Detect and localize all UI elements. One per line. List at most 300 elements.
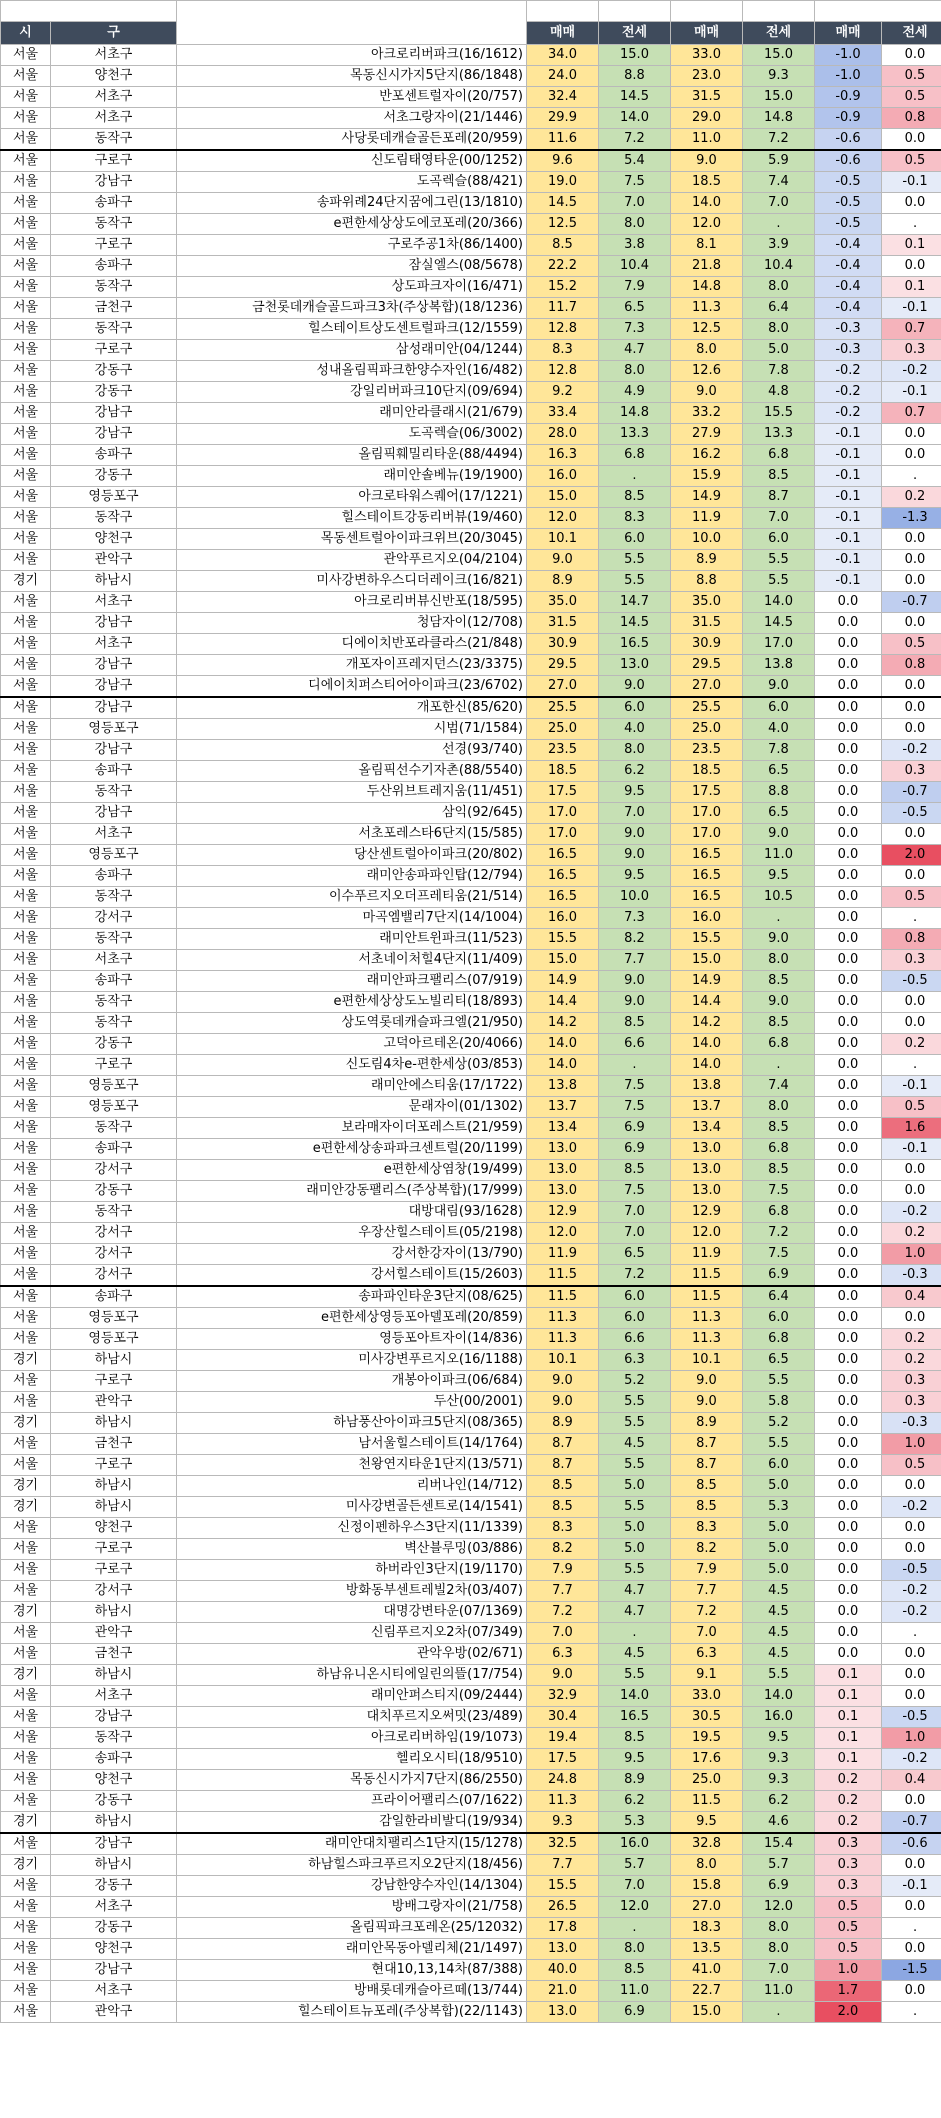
row-sale-jan: 8.3 [527, 1518, 599, 1539]
row-complex-name: 서초네이처힐4단지(11/409) [177, 950, 527, 971]
row-sale-jan: 14.4 [527, 992, 599, 1013]
header-blank [1, 1, 177, 22]
row-gu: 서초구 [51, 108, 177, 129]
row-si: 경기 [1, 571, 51, 592]
header-jeonse-1: 전세 [599, 22, 671, 45]
row-complex-name: 목동신시가지5단지(86/1848) [177, 66, 527, 87]
row-change-jeonse: -0.3 [882, 1413, 941, 1434]
header-period-2: 24년 1월 [599, 1, 671, 22]
row-gu: 강동구 [51, 361, 177, 382]
row-jeonse-feb: 8.0 [743, 1939, 815, 1960]
row-sale-jan: 29.9 [527, 108, 599, 129]
table-row [1, 214, 941, 235]
row-change-jeonse: 0.0 [882, 193, 941, 214]
row-change-sale: -0.1 [815, 571, 882, 592]
row-sale-feb: 33.2 [671, 403, 743, 424]
row-gu: 영등포구 [51, 1308, 177, 1329]
row-jeonse-feb: 6.0 [743, 1308, 815, 1329]
row-gu: 서초구 [51, 1981, 177, 2002]
row-sale-jan: 10.1 [527, 529, 599, 550]
row-change-jeonse: 0.0 [882, 1539, 941, 1560]
row-sale-jan: 11.3 [527, 1329, 599, 1350]
row-si: 서울 [1, 1202, 51, 1223]
row-sale-feb: 8.7 [671, 1434, 743, 1455]
row-change-sale: -0.1 [815, 466, 882, 487]
row-jeonse-feb: 9.5 [743, 1728, 815, 1749]
row-jeonse-jan: 5.5 [599, 1497, 671, 1518]
row-sale-jan: 33.4 [527, 403, 599, 424]
row-complex-name: 디에이치퍼스티어아이파크(23/6702) [177, 676, 527, 698]
row-change-jeonse: 0.3 [882, 1371, 941, 1392]
table-row [1, 361, 941, 382]
row-si: 서울 [1, 1265, 51, 1287]
row-sale-feb: 11.3 [671, 1329, 743, 1350]
row-jeonse-jan: 7.0 [599, 803, 671, 824]
row-jeonse-feb: 6.4 [743, 1286, 815, 1308]
row-change-jeonse: 0.8 [882, 929, 941, 950]
row-sale-feb: 8.7 [671, 1455, 743, 1476]
row-gu: 송파구 [51, 761, 177, 782]
row-sale-jan: 17.0 [527, 824, 599, 845]
row-gu: 동작구 [51, 1118, 177, 1139]
table-row [1, 1286, 941, 1308]
row-change-sale: 0.0 [815, 845, 882, 866]
row-jeonse-feb: 5.5 [743, 571, 815, 592]
row-change-sale: 0.0 [815, 887, 882, 908]
row-change-sale: 0.0 [815, 1434, 882, 1455]
row-sale-jan: 29.5 [527, 655, 599, 676]
row-complex-name: 마곡엠밸리7단지(14/1004) [177, 908, 527, 929]
row-si: 서울 [1, 676, 51, 698]
header-jeonse-2: 전세 [743, 22, 815, 45]
row-change-jeonse: 0.3 [882, 761, 941, 782]
row-change-sale: 0.0 [815, 950, 882, 971]
row-jeonse-feb: 13.3 [743, 424, 815, 445]
row-sale-jan: 8.2 [527, 1539, 599, 1560]
row-jeonse-feb: 5.2 [743, 1413, 815, 1434]
row-change-jeonse: 0.4 [882, 1770, 941, 1791]
row-si: 서울 [1, 1034, 51, 1055]
row-jeonse-jan: 15.0 [599, 45, 671, 66]
row-change-sale: 0.2 [815, 1770, 882, 1791]
row-change-jeonse: 0.5 [882, 1097, 941, 1118]
row-jeonse-jan: 4.7 [599, 340, 671, 361]
row-jeonse-feb: 5.7 [743, 1855, 815, 1876]
table-row [1, 1939, 941, 1960]
row-si: 서울 [1, 466, 51, 487]
row-sale-jan: 32.4 [527, 87, 599, 108]
row-complex-name: 두산위브트레지움(11/451) [177, 782, 527, 803]
row-jeonse-feb: 6.9 [743, 1265, 815, 1287]
row-complex-name: 하남힐스파크푸르지오2단지(18/456) [177, 1855, 527, 1876]
row-sale-feb: 33.0 [671, 1686, 743, 1707]
row-sale-feb: 11.3 [671, 1308, 743, 1329]
row-gu: 영등포구 [51, 487, 177, 508]
row-change-jeonse: 0.0 [882, 1308, 941, 1329]
row-complex-name: 하남유니온시티에일린의뜰(17/754) [177, 1665, 527, 1686]
row-change-sale: -0.1 [815, 550, 882, 571]
row-gu: 동작구 [51, 1728, 177, 1749]
row-jeonse-feb: . [743, 1055, 815, 1076]
row-gu: 구로구 [51, 1539, 177, 1560]
row-sale-jan: 28.0 [527, 424, 599, 445]
row-jeonse-jan: 14.0 [599, 108, 671, 129]
table-row [1, 592, 941, 613]
row-gu: 강남구 [51, 613, 177, 634]
row-si: 서울 [1, 2002, 51, 2023]
row-jeonse-jan: 5.0 [599, 1476, 671, 1497]
row-jeonse-jan: 9.0 [599, 992, 671, 1013]
row-sale-feb: 23.5 [671, 740, 743, 761]
row-sale-feb: 17.5 [671, 782, 743, 803]
row-jeonse-feb: 4.5 [743, 1581, 815, 1602]
row-change-jeonse: 0.0 [882, 613, 941, 634]
row-complex-name: 강서한강자이(13/790) [177, 1244, 527, 1265]
row-complex-name: 신도림4차e-편한세상(03/853) [177, 1055, 527, 1076]
row-si: 서울 [1, 1308, 51, 1329]
row-jeonse-feb: 5.3 [743, 1497, 815, 1518]
row-sale-feb: 15.0 [671, 950, 743, 971]
row-jeonse-jan: 6.0 [599, 697, 671, 719]
row-sale-feb: 15.8 [671, 1876, 743, 1897]
table-row [1, 550, 941, 571]
row-gu: 송파구 [51, 193, 177, 214]
row-gu: 강동구 [51, 1791, 177, 1812]
row-jeonse-feb: 7.4 [743, 1076, 815, 1097]
row-gu: 영등포구 [51, 845, 177, 866]
row-sale-jan: 17.5 [527, 782, 599, 803]
row-gu: 구로구 [51, 1455, 177, 1476]
row-jeonse-feb: 9.0 [743, 929, 815, 950]
row-change-jeonse: 0.0 [882, 571, 941, 592]
row-complex-name: 서초포레스타6단지(15/585) [177, 824, 527, 845]
header-sale-2: 매매 [671, 22, 743, 45]
row-complex-name: 헬리오시티(18/9510) [177, 1749, 527, 1770]
row-change-jeonse: 0.5 [882, 87, 941, 108]
row-sale-feb: 18.5 [671, 761, 743, 782]
row-jeonse-jan: 6.5 [599, 1244, 671, 1265]
row-gu: 하남시 [51, 571, 177, 592]
table-row [1, 487, 941, 508]
row-change-sale: 0.0 [815, 803, 882, 824]
row-change-jeonse: 0.4 [882, 1286, 941, 1308]
row-jeonse-jan: 7.2 [599, 1265, 671, 1287]
row-change-jeonse: 0.3 [882, 1392, 941, 1413]
row-change-jeonse: 0.5 [882, 150, 941, 172]
row-sale-jan: 6.3 [527, 1644, 599, 1665]
row-si: 서울 [1, 66, 51, 87]
row-gu: 송파구 [51, 971, 177, 992]
row-complex-name: 문래자이(01/1302) [177, 1097, 527, 1118]
row-sale-feb: 29.0 [671, 108, 743, 129]
row-jeonse-feb: 5.5 [743, 550, 815, 571]
row-sale-feb: 9.5 [671, 1812, 743, 1834]
table-row [1, 1918, 941, 1939]
table-row [1, 1770, 941, 1791]
row-change-jeonse: 0.0 [882, 424, 941, 445]
row-jeonse-jan: 6.2 [599, 1791, 671, 1812]
row-jeonse-feb: 5.0 [743, 1518, 815, 1539]
row-jeonse-jan: 8.9 [599, 1770, 671, 1791]
row-jeonse-feb: 6.0 [743, 697, 815, 719]
row-jeonse-feb: 15.0 [743, 45, 815, 66]
table-row [1, 1728, 941, 1749]
row-si: 서울 [1, 1392, 51, 1413]
table-row [1, 277, 941, 298]
row-change-sale: 0.0 [815, 1160, 882, 1181]
row-change-sale: 0.0 [815, 1518, 882, 1539]
row-sale-feb: 9.0 [671, 150, 743, 172]
table-row [1, 676, 941, 698]
table-row [1, 424, 941, 445]
row-change-sale: 0.0 [815, 1308, 882, 1329]
row-sale-jan: 30.4 [527, 1707, 599, 1728]
row-complex-name: 두산(00/2001) [177, 1392, 527, 1413]
row-jeonse-jan: 9.0 [599, 971, 671, 992]
row-complex-name: 선경(93/740) [177, 740, 527, 761]
row-si: 서울 [1, 697, 51, 719]
row-si: 경기 [1, 1665, 51, 1686]
row-jeonse-jan: . [599, 466, 671, 487]
row-jeonse-jan: 4.5 [599, 1434, 671, 1455]
table-row [1, 508, 941, 529]
header-row-periods [1, 1, 941, 22]
row-si: 서울 [1, 1644, 51, 1665]
row-si: 서울 [1, 45, 51, 66]
row-jeonse-jan: 6.6 [599, 1034, 671, 1055]
row-gu: 강남구 [51, 403, 177, 424]
row-change-jeonse: -0.1 [882, 1139, 941, 1160]
table-row [1, 1013, 941, 1034]
row-jeonse-feb: 7.5 [743, 1244, 815, 1265]
row-jeonse-jan: 4.5 [599, 1644, 671, 1665]
row-complex-name: 하버라인3단지(19/1170) [177, 1560, 527, 1581]
table-row [1, 1202, 941, 1223]
row-jeonse-jan: 7.3 [599, 908, 671, 929]
row-complex-name: 개봉아이파크(06/684) [177, 1371, 527, 1392]
row-jeonse-jan: 6.0 [599, 529, 671, 550]
row-jeonse-jan: 7.0 [599, 193, 671, 214]
row-sale-jan: 16.5 [527, 845, 599, 866]
row-complex-name: 금천롯데캐슬골드파크3차(주상복합)(18/1236) [177, 298, 527, 319]
row-si: 서울 [1, 1876, 51, 1897]
row-change-jeonse: 0.0 [882, 1686, 941, 1707]
table-row [1, 1223, 941, 1244]
row-gu: 강서구 [51, 908, 177, 929]
table-row [1, 1371, 941, 1392]
row-sale-jan: 16.0 [527, 466, 599, 487]
row-gu: 서초구 [51, 950, 177, 971]
row-sale-feb: 6.3 [671, 1644, 743, 1665]
row-change-sale: 0.0 [815, 866, 882, 887]
row-complex-name: 강일리버파크10단지(09/694) [177, 382, 527, 403]
row-jeonse-feb: 9.0 [743, 824, 815, 845]
row-jeonse-jan: 6.9 [599, 1118, 671, 1139]
row-jeonse-jan: 13.0 [599, 655, 671, 676]
row-gu: 동작구 [51, 992, 177, 1013]
row-gu: 서초구 [51, 1897, 177, 1918]
table-row [1, 1413, 941, 1434]
row-sale-feb: 15.5 [671, 929, 743, 950]
row-jeonse-feb: 8.5 [743, 1013, 815, 1034]
row-sale-jan: 26.5 [527, 1897, 599, 1918]
row-change-jeonse: 0.0 [882, 1939, 941, 1960]
row-sale-feb: 12.6 [671, 361, 743, 382]
row-change-jeonse: . [882, 466, 941, 487]
row-change-sale: 0.0 [815, 908, 882, 929]
row-gu: 강동구 [51, 466, 177, 487]
row-complex-name: 미사강변하우스디더레이크(16/821) [177, 571, 527, 592]
row-complex-name: 사당롯데캐슬골든포레(20/959) [177, 129, 527, 151]
row-gu: 구로구 [51, 150, 177, 172]
row-change-jeonse: 0.0 [882, 992, 941, 1013]
table-row [1, 129, 941, 151]
row-change-jeonse: 0.0 [882, 1981, 941, 2002]
row-si: 서울 [1, 550, 51, 571]
row-complex-name: e편한세상영등포아델포레(20/859) [177, 1308, 527, 1329]
row-change-jeonse: 0.0 [882, 129, 941, 151]
row-jeonse-feb: 8.0 [743, 1097, 815, 1118]
row-change-jeonse: -1.5 [882, 1960, 941, 1981]
row-jeonse-feb: 14.8 [743, 108, 815, 129]
row-gu: 강동구 [51, 1181, 177, 1202]
row-sale-feb: 7.9 [671, 1560, 743, 1581]
row-complex-name: 디에이치반포라클라스(21/848) [177, 634, 527, 655]
table-row [1, 634, 941, 655]
row-gu: 강남구 [51, 676, 177, 698]
row-sale-feb: 14.9 [671, 971, 743, 992]
row-si: 서울 [1, 1728, 51, 1749]
row-sale-jan: 15.5 [527, 1876, 599, 1897]
row-change-sale: 0.0 [815, 655, 882, 676]
row-jeonse-feb: 4.5 [743, 1623, 815, 1644]
row-sale-feb: 7.0 [671, 1623, 743, 1644]
row-sale-jan: 10.1 [527, 1350, 599, 1371]
row-sale-jan: 13.0 [527, 1939, 599, 1960]
row-sale-jan: 14.5 [527, 193, 599, 214]
row-si: 서울 [1, 908, 51, 929]
table-row [1, 1350, 941, 1371]
row-gu: 구로구 [51, 1055, 177, 1076]
row-sale-feb: 22.7 [671, 1981, 743, 2002]
row-sale-jan: 15.0 [527, 487, 599, 508]
row-jeonse-feb: 4.5 [743, 1602, 815, 1623]
row-change-jeonse: -0.3 [882, 1265, 941, 1287]
row-complex-name: 반포센트럴자이(20/757) [177, 87, 527, 108]
row-sale-feb: 9.0 [671, 382, 743, 403]
table-row [1, 256, 941, 277]
row-si: 서울 [1, 634, 51, 655]
row-complex-name: 보라매자이더포레스트(21/959) [177, 1118, 527, 1139]
row-sale-jan: 11.5 [527, 1265, 599, 1287]
table-row [1, 1665, 941, 1686]
table-row [1, 466, 941, 487]
row-gu: 관악구 [51, 1392, 177, 1413]
row-complex-name: 삼익(92/645) [177, 803, 527, 824]
row-change-jeonse: -0.2 [882, 740, 941, 761]
table-row [1, 1960, 941, 1981]
row-jeonse-jan: 5.4 [599, 150, 671, 172]
row-complex-name: 신도림태영타운(00/1252) [177, 150, 527, 172]
row-change-jeonse: 0.0 [882, 1160, 941, 1181]
row-change-jeonse: 0.0 [882, 866, 941, 887]
row-sale-jan: 13.0 [527, 1160, 599, 1181]
row-gu: 강서구 [51, 1244, 177, 1265]
row-sale-jan: 24.8 [527, 1770, 599, 1791]
row-gu: 강남구 [51, 172, 177, 193]
row-complex-name: 힐스테이트뉴포레(주상복합)(22/1143) [177, 2002, 527, 2023]
row-change-sale: 0.2 [815, 1791, 882, 1812]
header-period-3: 24년 2월 [671, 1, 743, 22]
table-row [1, 1265, 941, 1287]
table-row [1, 1644, 941, 1665]
row-si: 경기 [1, 1602, 51, 1623]
row-sale-jan: 12.9 [527, 1202, 599, 1223]
row-si: 서울 [1, 1097, 51, 1118]
row-change-jeonse: -0.2 [882, 1202, 941, 1223]
row-jeonse-feb: . [743, 214, 815, 235]
row-change-sale: -0.4 [815, 298, 882, 319]
row-sale-feb: 27.0 [671, 1897, 743, 1918]
table-row [1, 1329, 941, 1350]
row-si: 서울 [1, 1076, 51, 1097]
row-complex-name: 래미안목동아델리체(21/1497) [177, 1939, 527, 1960]
row-sale-jan: 12.5 [527, 214, 599, 235]
row-gu: 송파구 [51, 1139, 177, 1160]
row-sale-feb: 13.8 [671, 1076, 743, 1097]
row-change-jeonse: . [882, 1055, 941, 1076]
table-row [1, 150, 941, 172]
table-row [1, 66, 941, 87]
row-sale-jan: 13.0 [527, 1181, 599, 1202]
row-jeonse-feb: 15.5 [743, 403, 815, 424]
row-change-sale: 0.0 [815, 1265, 882, 1287]
row-sale-jan: 12.8 [527, 361, 599, 382]
table-row [1, 571, 941, 592]
row-change-sale: -0.9 [815, 87, 882, 108]
row-jeonse-jan: 6.0 [599, 1308, 671, 1329]
row-gu: 강남구 [51, 697, 177, 719]
row-change-jeonse: 0.0 [882, 719, 941, 740]
row-complex-name: 도곡렉슬(88/421) [177, 172, 527, 193]
row-jeonse-jan: 8.0 [599, 214, 671, 235]
row-change-sale: 0.3 [815, 1876, 882, 1897]
table-row [1, 929, 941, 950]
row-change-sale: 0.0 [815, 1013, 882, 1034]
row-gu: 강남구 [51, 424, 177, 445]
row-sale-feb: 16.5 [671, 845, 743, 866]
row-change-sale: 0.0 [815, 824, 882, 845]
row-sale-feb: 25.0 [671, 719, 743, 740]
row-change-sale: 0.1 [815, 1686, 882, 1707]
row-sale-feb: 10.1 [671, 1350, 743, 1371]
row-complex-name: 프라이어팰리스(07/1622) [177, 1791, 527, 1812]
row-gu: 동작구 [51, 782, 177, 803]
row-jeonse-feb: 4.0 [743, 719, 815, 740]
row-si: 서울 [1, 1833, 51, 1855]
row-gu: 강동구 [51, 1034, 177, 1055]
row-change-jeonse: -1.3 [882, 508, 941, 529]
row-sale-feb: 32.8 [671, 1833, 743, 1855]
row-si: 서울 [1, 1118, 51, 1139]
row-si: 서울 [1, 235, 51, 256]
row-change-jeonse: . [882, 1623, 941, 1644]
row-sale-jan: 32.9 [527, 1686, 599, 1707]
row-gu: 서초구 [51, 592, 177, 613]
row-change-jeonse: 0.0 [882, 256, 941, 277]
header-si: 시 [1, 22, 51, 45]
row-change-jeonse: -0.2 [882, 1497, 941, 1518]
